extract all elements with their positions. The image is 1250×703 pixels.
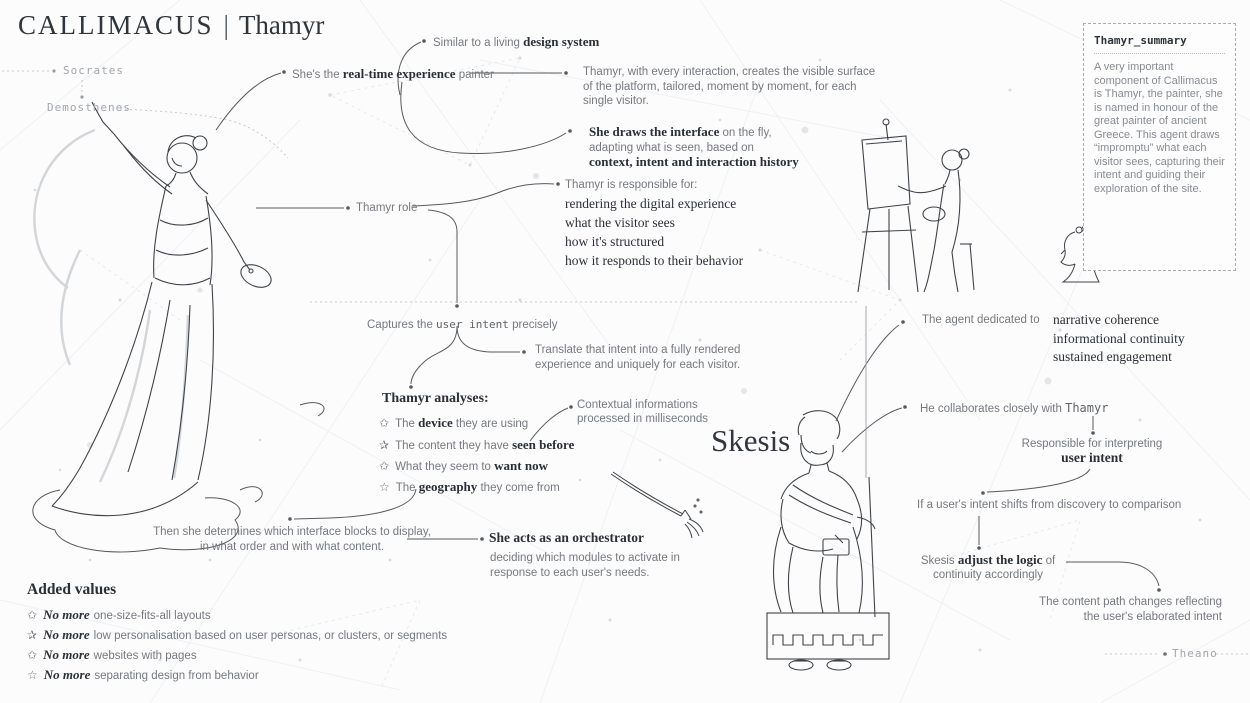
added-value-item: ✩ No more websites with pages — [27, 647, 197, 662]
note-determines: Then she determines which interface blocks to display, in what order and with what content. — [153, 526, 431, 553]
star-bullet-icon: ✰ — [27, 628, 38, 642]
note-design-system: Similar to a living design system — [433, 34, 600, 49]
note-contextual: Contextual informations processed in milliseconds — [577, 399, 709, 425]
responsible-item: how it's structured — [565, 234, 665, 249]
added-value-item: ☆ No more separating design from behavior — [27, 667, 259, 682]
analyses-item: ✰ The content they have seen before — [379, 437, 575, 452]
summary-title: Thamyr_summary — [1094, 34, 1225, 54]
note-draws-interface: She draws the interface on the fly, adapting what is seen, based on context, intent and interaction history — [589, 124, 799, 169]
note-orchestrator-body: deciding which modules to activate in response to each user's needs. — [490, 552, 680, 579]
note-dedicated-label: The agent dedicated to — [922, 314, 1040, 326]
dedicated-item: narrative coherence — [1053, 312, 1160, 327]
page-title — [18, 10, 324, 41]
thamyr-statue-illustration — [0, 100, 355, 565]
added-values-heading: Added values — [27, 581, 117, 598]
note-orchestrator-title: She acts as an orchestrator — [489, 530, 644, 545]
responsible-item: what the visitor sees — [565, 215, 675, 230]
star-bullet-icon: ✩ — [379, 459, 390, 473]
analyses-item: ✩ The device they are using — [379, 415, 529, 430]
page-name: Thamyr — [238, 10, 325, 40]
skesis-title: Skesis — [711, 423, 791, 458]
title-separator: | — [223, 10, 229, 40]
note-every-interaction: Thamyr, with every interaction, creates the visible surface of the platform, tailored, moment by moment, for each single visitor. — [583, 66, 876, 107]
note-thamyr-role: Thamyr role — [356, 202, 418, 214]
note-experience-painter: She's the real-time experience painter — [292, 66, 494, 81]
responsible-item: rendering the digital experience — [565, 196, 737, 211]
note-responsible — [565, 179, 743, 270]
added-value-item: ✰ No more low personalisation based on user personas, or clusters, or segments — [27, 627, 448, 642]
analyses-heading: Thamyr analyses: — [382, 391, 489, 406]
dedicated-item: sustained engagement — [1053, 349, 1172, 364]
note-interpreting: Responsible for interpreting user intent — [1021, 438, 1163, 465]
dedicated-item: informational continuity — [1053, 330, 1185, 346]
star-bullet-icon: ✩ — [27, 608, 38, 622]
thamyr-summary-panel — [1083, 23, 1236, 271]
analyses-item: ☆ The geography they come from — [379, 479, 560, 494]
summary-body: A very important component of Callimacus is Thamyr, the painter, she is named in honour of the great painter of ancient Greece. This agent draws “impromptu” what each visitor sees, capturing their intent and guiding their exploration of the site. — [1094, 61, 1225, 195]
star-bullet-icon: ✩ — [379, 416, 390, 430]
note-adjust-logic: Skesis adjust the logic of continuity accordingly — [920, 552, 1056, 581]
note-dedicated-items — [1053, 311, 1185, 367]
label-demosthenes: Demosthenes — [47, 101, 131, 114]
note-content-path: The content path changes reflecting the user's elaborated intent — [1039, 596, 1222, 623]
note-translate-intent: Translate that intent into a fully rendered experience and uniquely for each visitor. — [535, 344, 741, 371]
responsible-heading: Thamyr is responsible for: — [565, 179, 698, 191]
label-socrates: Socrates — [63, 64, 124, 77]
star-bullet-icon: ☆ — [379, 480, 390, 494]
note-captures-intent: Captures the user intent precisely — [367, 318, 558, 331]
label-theano: Theano — [1172, 647, 1218, 660]
brand-name: CALLIMACUS — [18, 10, 214, 40]
painter-easel-illustration — [810, 112, 1000, 297]
note-intent-shifts: If a user's intent shifts from discovery to comparison — [917, 499, 1182, 511]
star-bullet-icon: ✩ — [27, 648, 38, 662]
analyses-item: ✩ What they seem to want now — [379, 458, 548, 473]
star-bullet-icon: ☆ — [27, 668, 38, 682]
note-collaborates: He collaborates closely with Thamyr — [920, 401, 1109, 415]
star-bullet-icon: ✰ — [379, 438, 390, 452]
responsible-item: how it responds to their behavior — [565, 253, 744, 268]
added-value-item: ✩ No more one-size-fits-all layouts — [27, 607, 211, 622]
